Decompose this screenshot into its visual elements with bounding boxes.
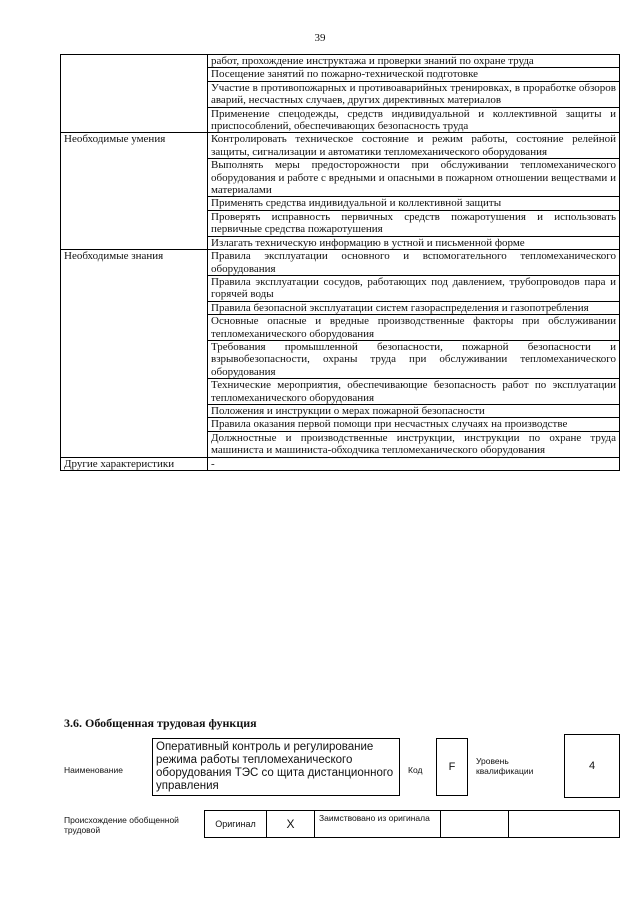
- row-item: Выполнять меры предосторожности при обслуживании тепломеханического оборудования и работе с вредными и опасными в пожарном отношении веществами и материалами: [208, 159, 620, 197]
- row-item: Применять средства индивидуальной и коллективной защиты: [208, 197, 620, 210]
- original-mark: X: [267, 811, 315, 837]
- row-item: Правила эксплуатации основного и вспомогательного тепломеханического оборудования: [208, 250, 620, 276]
- row-item: Контролировать техническое состояние и режим работы, состояние релейной защиты, сигнализации и автоматики тепломеханического оборудования: [208, 133, 620, 159]
- borrowed-label: Заимствовано из оригинала: [315, 811, 441, 837]
- table-row: [61, 457, 620, 470]
- table-row: [61, 250, 620, 276]
- code-box: F: [436, 738, 468, 796]
- row-item: Правила безопасной эксплуатации систем газораспределения и газопотребления: [208, 301, 620, 314]
- row-item: Технические мероприятия, обеспечивающие безопасность работ по эксплуатации тепломеханического оборудования: [208, 379, 620, 405]
- level-label: Уровень квалификации: [476, 756, 534, 776]
- row-item: Излагать техническую информацию в устной и письменной форме: [208, 236, 620, 249]
- function-name-box: Оперативный контроль и регулирование режима работы тепломеханического оборудования ТЭС со щита дистанционного управления: [152, 738, 400, 796]
- origin-strip: [204, 810, 620, 838]
- row-item: Требования промышленной безопасности, пожарной безопасности и взрывобезопасности, охраны труда при обслуживании тепломеханического оборудования: [208, 340, 620, 378]
- original-label: Оригинал: [205, 811, 267, 837]
- origin-label: Происхождение обобщенной трудовой: [64, 815, 179, 835]
- row-item: Правила эксплуатации сосудов, работающих под давлением, трубопроводов пара и горячей воды: [208, 275, 620, 301]
- row-item: Участие в противопожарных и противоаварийных тренировках, в проработке обзоров аварий, несчастных случаев, других директивных материалов: [208, 81, 620, 107]
- competency-table: [60, 54, 620, 471]
- row-item: Должностные и производственные инструкции, инструкции по охране труда машиниста и машиниста-обходчика тепломеханического оборудования: [208, 431, 620, 457]
- row-item: -: [208, 457, 620, 470]
- row-header: [61, 55, 208, 133]
- row-header: Другие характеристики: [61, 457, 208, 470]
- row-header: Необходимые умения: [61, 133, 208, 250]
- row-item: Правила оказания первой помощи при несчастных случаях на производстве: [208, 418, 620, 431]
- row-item: Применение спецодежды, средств индивидуальной и коллективной защиты и приспособлений, обеспечивающих безопасность труда: [208, 107, 620, 133]
- borrowed-code-cell: [441, 811, 509, 837]
- row-item: Положения и инструкции о мерах пожарной безопасности: [208, 404, 620, 417]
- level-box: 4: [564, 734, 620, 798]
- section-title: 3.6. Обобщенная трудовая функция: [64, 716, 257, 730]
- row-item: работ, прохождение инструктажа и проверки знаний по охране труда: [208, 55, 620, 68]
- row-header: Необходимые знания: [61, 250, 208, 458]
- table-row: [61, 55, 620, 68]
- page-number: 39: [314, 32, 326, 44]
- row-item: Проверять исправность первичных средств пожаротушения и использовать первичные средства пожаротушения: [208, 210, 620, 236]
- code-label: Код: [408, 765, 423, 775]
- table-row: [61, 133, 620, 159]
- row-item: Основные опасные и вредные производственные факторы при обслуживании тепломеханического оборудования: [208, 315, 620, 341]
- row-item: Посещение занятий по пожарно-технической подготовке: [208, 68, 620, 81]
- name-label: Наименование: [64, 765, 123, 775]
